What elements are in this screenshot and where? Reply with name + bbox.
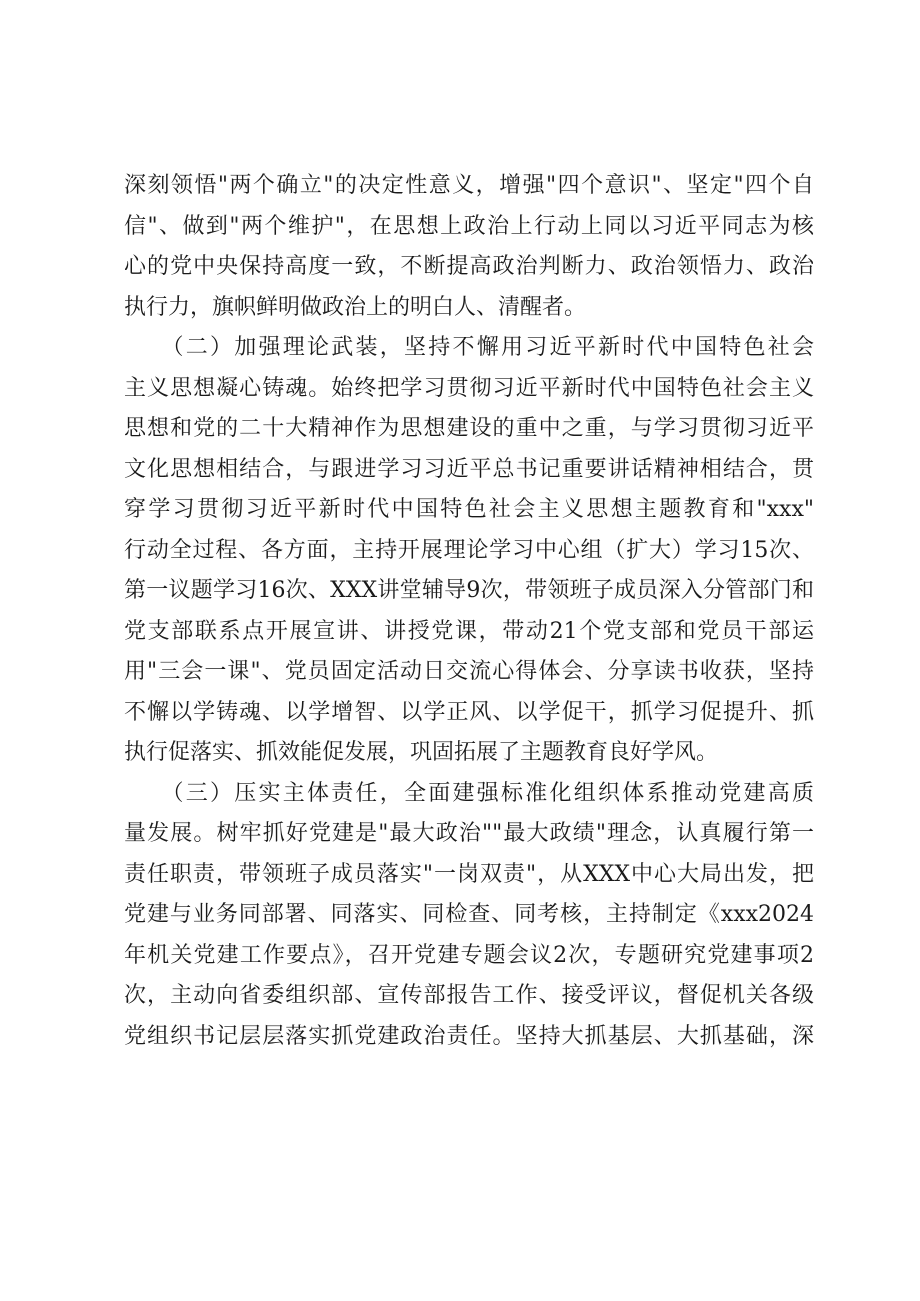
- text-line: 用"三会一课"、党员固定活动日交流心得体会、分享读书收获，坚持: [124, 659, 814, 684]
- text-line: 党支部联系点开展宣讲、讲授党课，带动21个党支部和党员干部运: [124, 618, 814, 644]
- text-line: 穿学习贯彻习近平新时代中国特色社会主义思想主题教育和"xxx": [124, 497, 814, 522]
- text-line: 党建与业务同部署、同落实、同检查、同考核，主持制定《xxx2024: [124, 902, 814, 927]
- text-line: 次，主动向省委组织部、宣传部报告工作、接受评议，督促机关各级: [124, 983, 814, 1008]
- text-line: 文化思想相结合，与跟进学习习近平总书记重要讲话精神相结合，贯: [124, 456, 814, 482]
- text-line: 主义思想凝心铸魂。始终把学习贯彻习近平新时代中国特色社会主义: [124, 375, 814, 401]
- text-line: 年机关党建工作要点》，召开党建专题会议2次，专题研究党建事项2: [124, 942, 814, 968]
- text-line: 心的党中央保持高度一致，不断提高政治判断力、政治领悟力、政治: [124, 254, 814, 279]
- text-line: 第一议题学习16次、XXX讲堂辅导9次，带领班子成员深入分管部门和: [124, 578, 814, 603]
- section-heading-line: （二）加强理论武装，坚持不懈用习近平新时代中国特色社会: [124, 335, 814, 360]
- document-body: [124, 166, 814, 1057]
- text-line: 信"、做到"两个维护"，在思想上政治上行动上同以习近平同志为核: [124, 213, 814, 239]
- text-line: 量发展。树牢抓好党建是"最大政治""最大政绩"理念，认真履行第一: [124, 821, 814, 846]
- text-line: 不懈以学铸魂、以学增智、以学正风、以学促干，抓学习促提升、抓: [124, 699, 814, 725]
- paragraph-2: [124, 328, 814, 774]
- text-line: 行动全过程、各方面，主持开展理论学习中心组（扩大）学习15次、: [124, 537, 814, 563]
- text-line: 深刻领悟"两个确立"的决定性意义，增强"四个意识"、坚定"四个自: [124, 173, 814, 198]
- paragraph-1: [124, 166, 814, 328]
- paragraph-3: [124, 774, 814, 1058]
- text-line: 思想和党的二十大精神作为思想建设的重中之重，与学习贯彻习近平: [124, 416, 814, 441]
- text-line: 责任职责，带领班子成员落实"一岗双责"，从XXX中心大局出发，把: [124, 861, 814, 887]
- section-heading-line: （三）压实主体责任，全面建强标准化组织体系推动党建高质: [124, 780, 814, 806]
- text-line: 执行促落实、抓效能促发展，巩固拓展了主题教育良好学风。: [124, 740, 719, 765]
- text-line: 执行力，旗帜鲜明做政治上的明白人、清醒者。: [124, 294, 587, 320]
- text-line: 党组织书记层层落实抓党建政治责任。坚持大抓基层、大抓基础，深: [124, 1023, 814, 1049]
